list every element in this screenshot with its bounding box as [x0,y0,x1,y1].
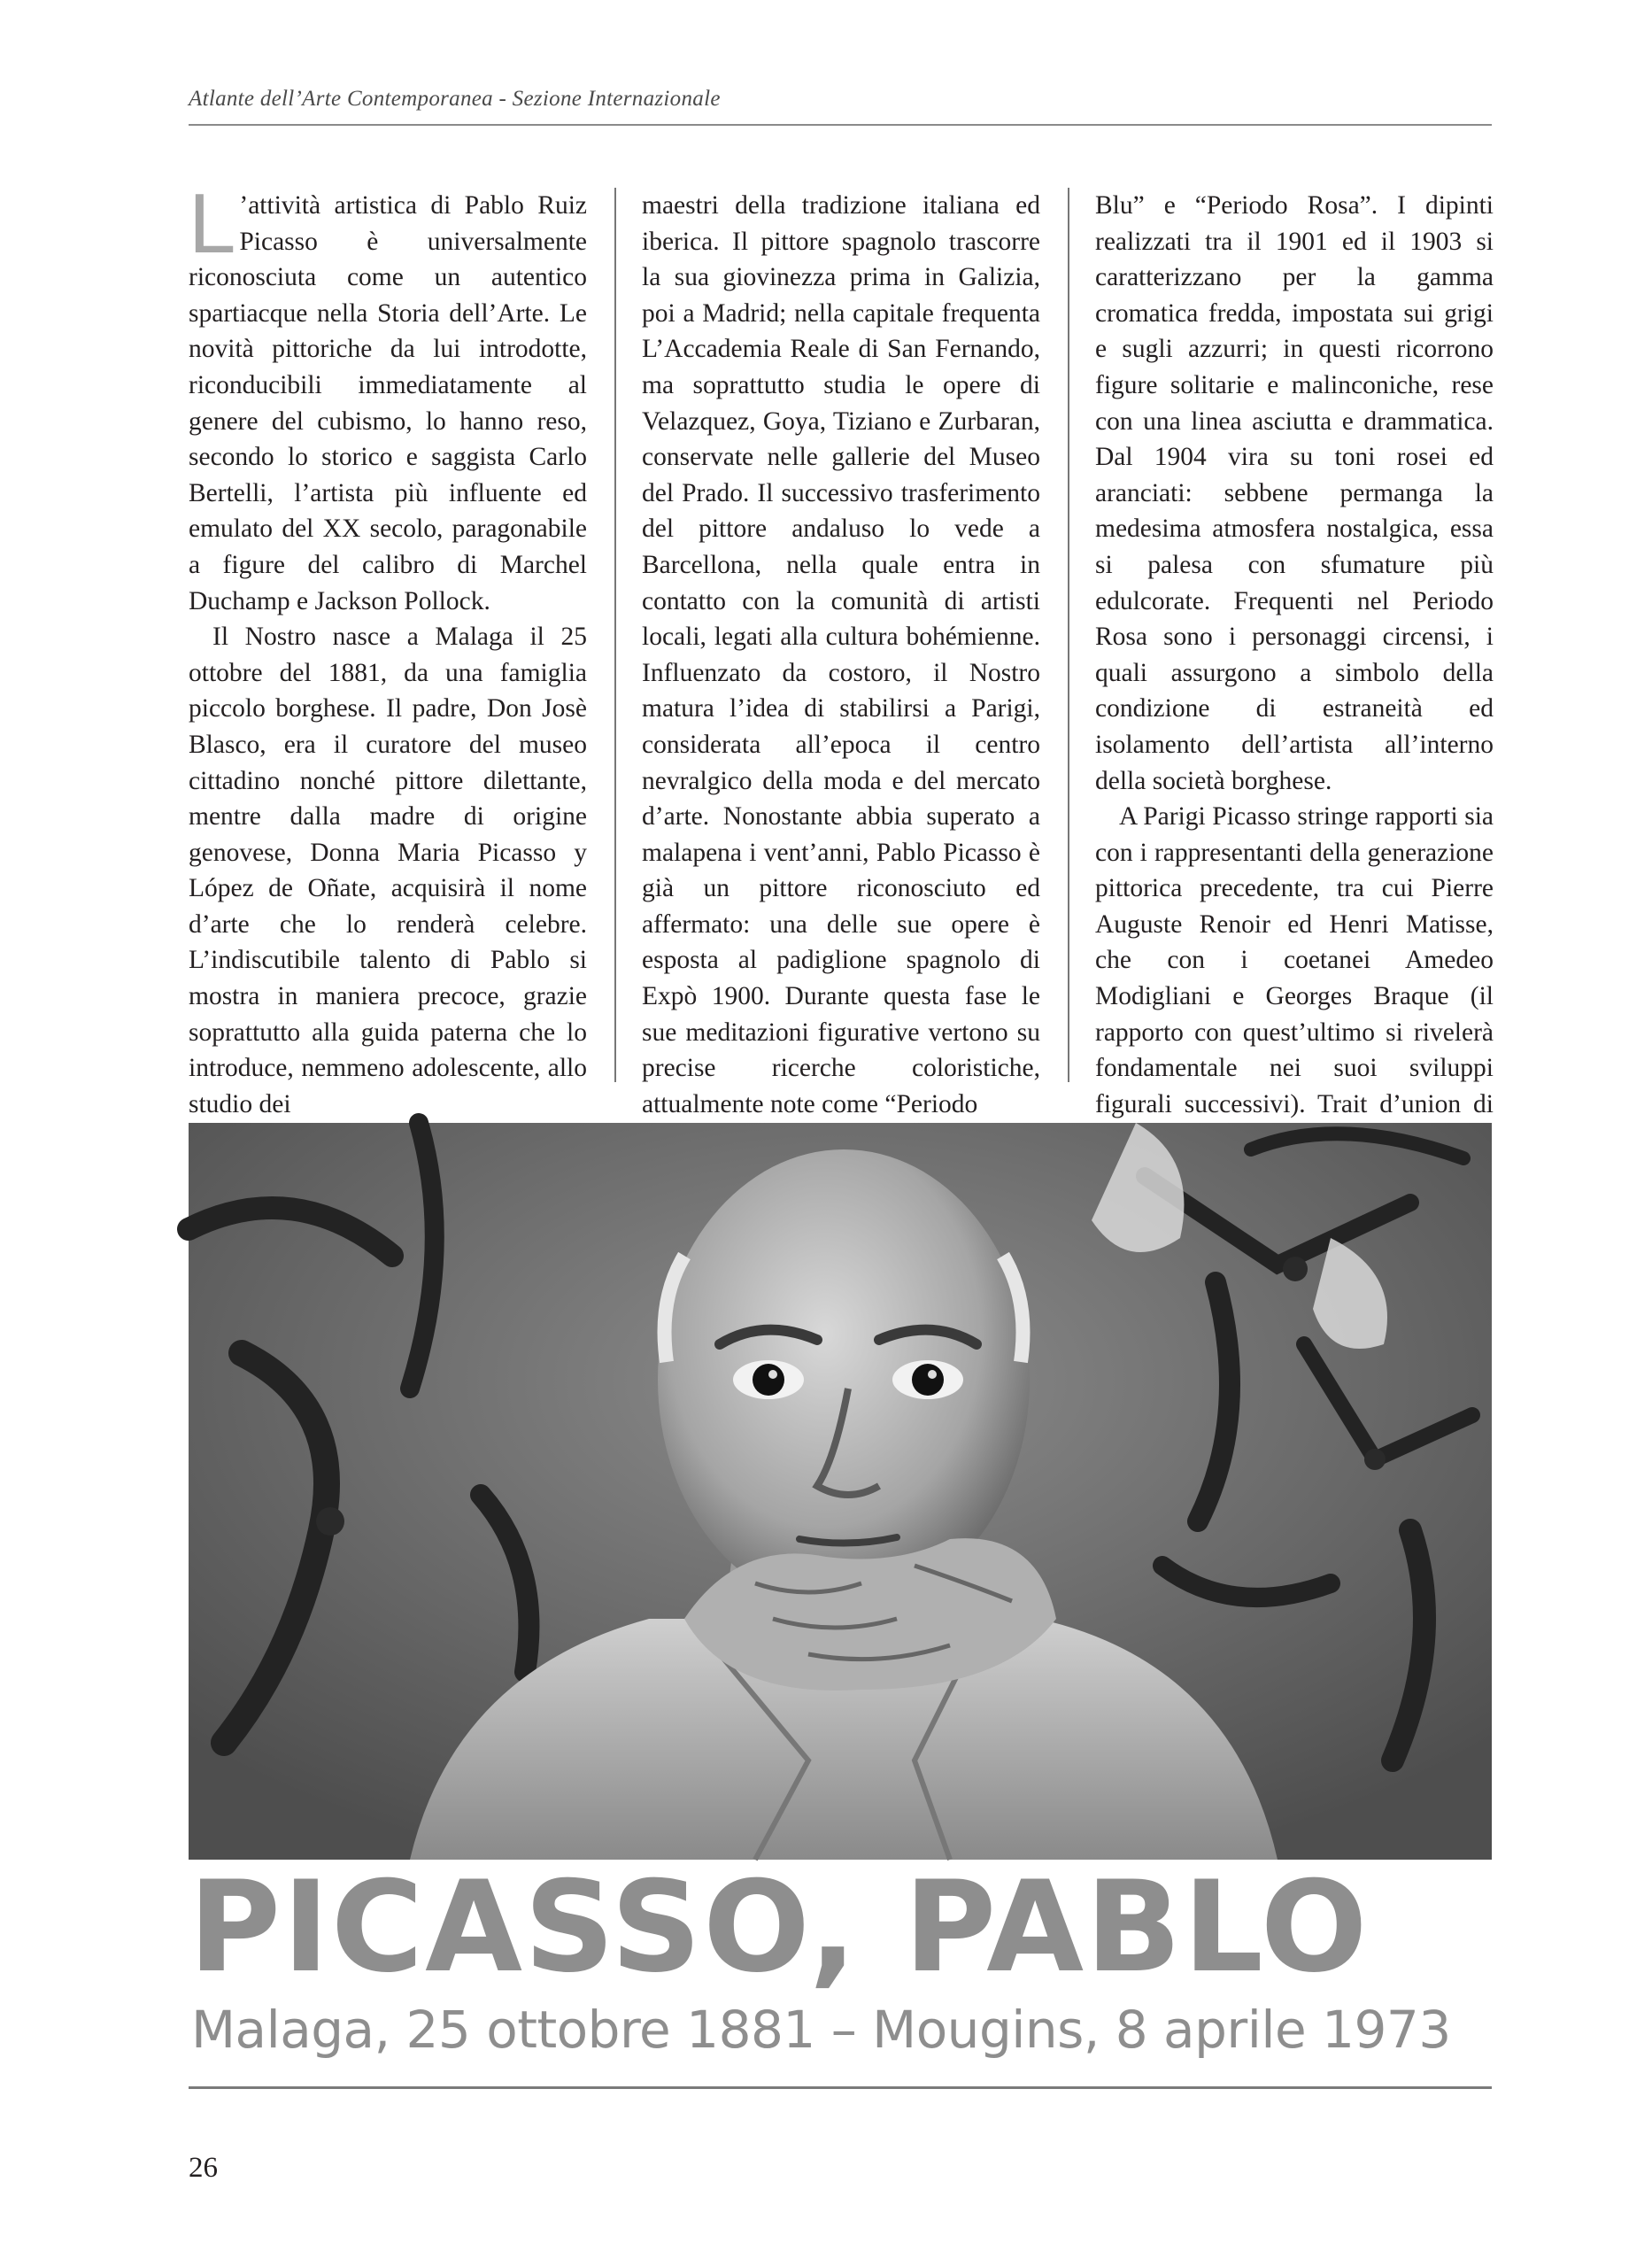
page-number: 26 [189,2152,218,2184]
column-divider [1068,188,1069,1082]
text-column-1 [189,176,587,1118]
paragraph: Blu” e “Periodo Rosa”. I dipinti realizzati tra il 1901 ed il 1903 si caratterizzano per la gamma cromatica fredda, impostata sui grigi e sugli azzurri; in questi ricorrono figure solitarie e malinconiche, rese con una linea asciutta e drammatica. Dal 1904 vira su toni rosei ed aranciati: sebbene permanga la medesima atmosfera nostalgica, essa si palesa con sfumature più edulcorate. Frequenti nel Periodo Rosa sono i personaggi circensi, i quali assurgono a simbolo della condizione di estraneità ed isolamento dell’artista all’interno della società borghese. [1095,191,1494,795]
paragraph: A Parigi Picasso stringe rapporti sia con i rappresentanti della generazione pittorica precedente, tra cui Pierre Auguste Renoir ed Henri Matisse, che con i coetanei Amedeo Modigliani e Georges Braque (il rapporto con quest’ultimo si rivelerà fondamentale nei suoi sviluppi figurali successivi). Trait d’union di [1095,802,1494,1118]
drop-cap: L [189,176,236,271]
entry-dates: Malaga, 25 ottobre 1881 – Mougins, 8 aprile 1973 [191,2000,1451,2060]
paragraph [189,176,587,619]
paragraph: maestri della tradizione italiana ed iberica. Il pittore spagnolo trascorre la sua giovinezza prima in Galizia, poi a Madrid; nella capitale frequenta L’Accademia Reale di San Fernando, ma soprattutto studia le opere di Velazquez, Goya, Tiziano e Zurbaran, conservate nelle gallerie del Museo del Prado. Il successivo trasferimento del pittore andaluso lo vede a Barcellona, nella quale entra in contatto con la comunità di artisti locali, legati alla cultura bohémienne. Influenzato da costoro, il Nostro matura l’idea di stabilirsi a Parigi, considerata all’epoca il centro nevralgico della moda e del mercato d’arte. Nonostante abbia superato a malapena i vent’anni, Pablo Picasso è già un pittore riconosciuto ed affermato: una delle sue opere è esposta al padiglione spagnolo di Expò 1900. Durante questa fase le sue meditazioni figurative vertono su precise ricerche coloristiche, attualmente note come “Periodo [642,191,1040,1118]
column-divider [614,188,616,1082]
footer-rule [189,2086,1492,2089]
header-rule [189,124,1492,126]
portrait-illustration [189,1123,1492,1860]
entry-name: PICASSO, PABLO [189,1854,1370,2000]
portrait-photo [189,1123,1492,1860]
paragraph: Il Nostro nasce a Malaga il 25 ottobre del 1881, da una famiglia piccolo borghese. Il padre, Don Josè Blasco, era il curatore del museo cittadino nonché pittore dilettante, mentre dalla madre di origine genovese, Donna Maria Picasso y López de Oñate, acquisirà il nome d’arte che lo renderà celebre. L’indiscutibile talento di Pablo si mostra in maniera precoce, grazie soprattutto alla guida paterna che lo introduce, nemmeno adolescente, allo studio dei [189,623,587,1118]
text-column-2 [642,188,1040,1118]
paragraph-text: ’attività artistica di Pablo Ruiz Picasso è universalmente riconosciuta come un autentico spartiacque nella Storia dell’Arte. Le novità pittoriche da lui introdotte, riconducibili immediatamente al genere del cubismo, lo hanno reso, secondo lo storico e saggista Carlo Bertelli, l’artista più influente ed emulato del XX secolo, paragonabile a figure del calibro di Marchel Duchamp e Jackson Pollock. [189,191,587,615]
text-column-3 [1095,188,1494,1118]
running-title: Atlante dell’Arte Contemporanea - Sezione Internazionale [189,87,721,111]
article-body [189,176,1494,1118]
